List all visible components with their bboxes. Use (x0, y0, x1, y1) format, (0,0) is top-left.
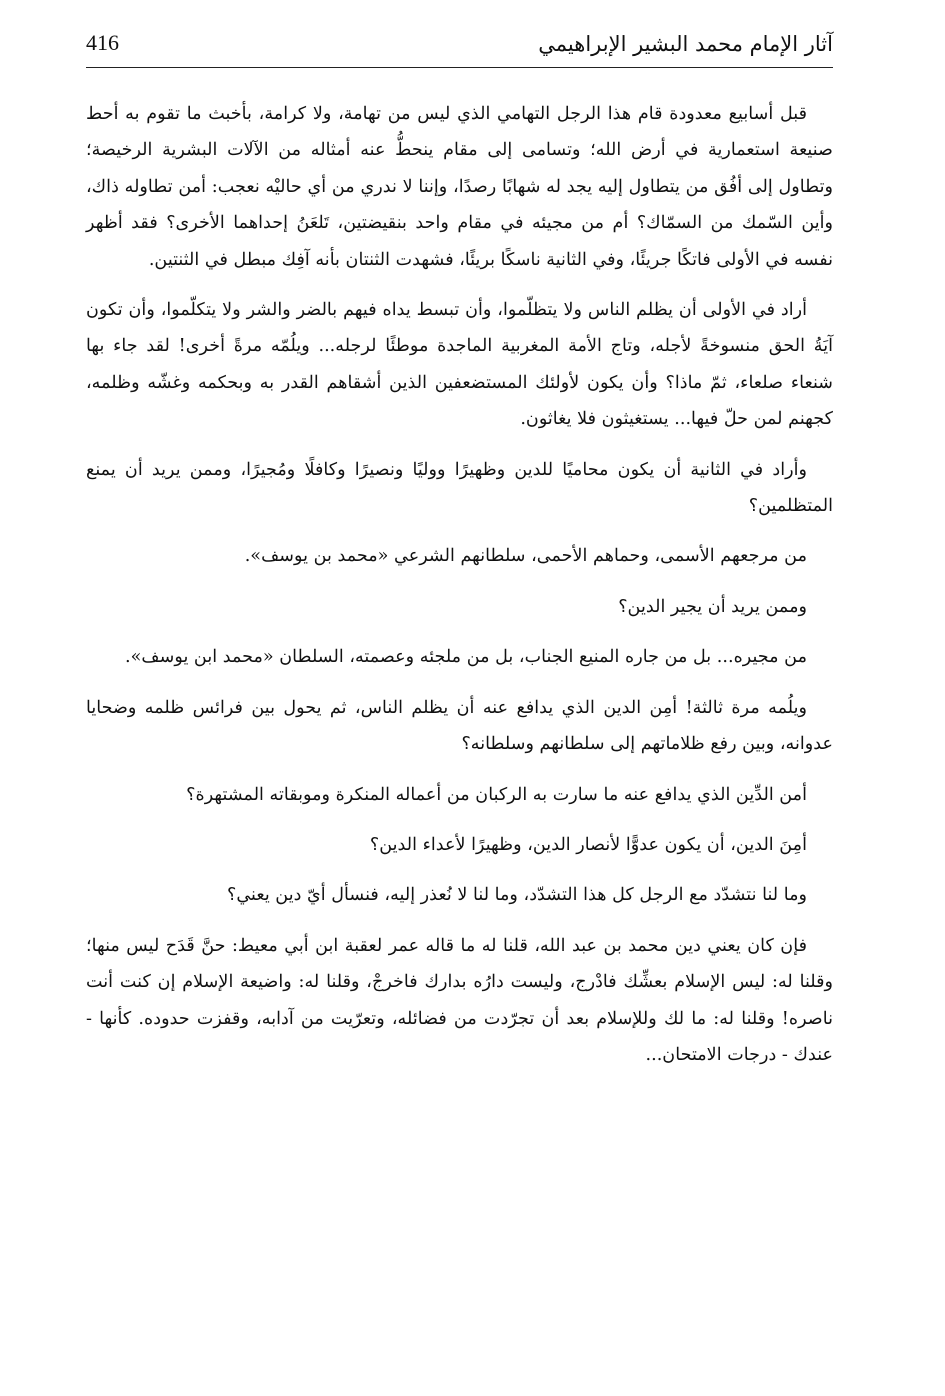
paragraph-9: أمِنَ الدين، أن يكون عدوًّا لأنصار الدين، وظهيرًا لأعداء الدين؟ (369, 834, 807, 855)
page-number: 416 (86, 30, 119, 55)
paragraph-2: أراد في الأولى أن يظلم الناس ولا يتظلّموا، وأن تبسط يداه فيهم بالضر والشر ولا يتكلّموا، وأن تكون آيَةُ الحق منسوخةً لأجله، وتاج الأمة المغربية الماجدة موطئًا لرجله... ويلُمّه مرةً أخرى! لقد جاء بها شنعاء صلعاء، ثمّ ماذا؟ وأن يكون لأولئك المستضعفين الذين أشقاهم القدر به وبحكمه وغشّه وظلمه، كجهنم لمن حلّ فيها... يستغيثون فلا يغاثون. (86, 300, 833, 430)
paragraph-1: قبل أسابيع معدودة قام هذا الرجل التهامي الذي ليس من تهامة، ولا كرامة، بأخبث ما تقوم به أحط صنيعة استعمارية في أرض الله؛ وتسامى إلى مقام ينحطُّ عنه أمثاله من الآلات البشرية الرخيصة؛ وتطاول إلى أفُق من يتطاول إليه يجد له شهابًا رصدًا، وإننا لا ندري من أي حاليْه نعجب: أمن تطاوله ذاك، وأين السّمك من السمّاك؟ أم من مجيئه في مقام واحد بنقيضتين، تَلعَنُ إحداهما الأخرى؟ فقد أظهر نفسه في الأولى فاتكًا جريئًا، وفي الثانية ناسكًا بريئًا، فشهدت الثنتان بأنه آفِك مبطل في الثنتين. (86, 104, 833, 270)
paragraph-8: أمن الدِّين الذي يدافع عنه ما سارت به الركبان من أعماله المنكرة وموبقاته المشتهرة؟ (186, 784, 807, 805)
paragraph-6: من مجيره... بل من جاره المنيع الجناب، بل من ملجئه وعصمته، السلطان «محمد ابن يوسف». (125, 647, 807, 668)
page-body (86, 96, 833, 1087)
paragraph-7: ويلُمه مرة ثالثة! أمِن الدين الذي يدافع عنه أن يظلم الناس، ثم يحول بين فرائس ظلمه وضحايا عدوانه، وبين رفع ظلاماتهم إلى سلطانهم وسلطانه؟ (86, 697, 833, 755)
page-header (86, 28, 833, 68)
paragraph-11: فإن كان يعني دين محمد بن عبد الله، قلنا له ما قاله عمر لعقبة ابن أبي معيط: حنَّ قَدَح ليس منها؛ وقلنا له: ليس الإسلام بعشِّك فادْرج، وليست دارُه بدارك فاخرجْ، وقلنا له: واضيعة الإسلام إن كنت أنت ناصره! وقلنا له: ما لك وللإسلام بعد أن تجرّدت من فضائله، وتعرّيت من آدابه، وقفزت حدوده. كأنها - عندك - درجات الامتحان... (86, 935, 833, 1065)
running-title: آثار الإمام محمد البشير الإبراهيمي (538, 32, 833, 56)
paragraph-10: وما لنا نتشدّد مع الرجل كل هذا التشدّد، وما لنا لا نُعذر إليه، فنسأل أيّ دين يعني؟ (227, 885, 807, 906)
paragraph-3: وأراد في الثانية أن يكون محاميًا للدين وظهيرًا ووليًا ونصيرًا وكافلًا ومُجيرًا، وممن يريد أن يمنع المتظلمين؟ (86, 459, 833, 517)
paragraph-5: وممن يريد أن يجير الدين؟ (618, 596, 807, 617)
paragraph-4: من مرجعهم الأسمى، وحماهم الأحمى، سلطانهم الشرعي «محمد بن يوسف». (244, 546, 807, 567)
